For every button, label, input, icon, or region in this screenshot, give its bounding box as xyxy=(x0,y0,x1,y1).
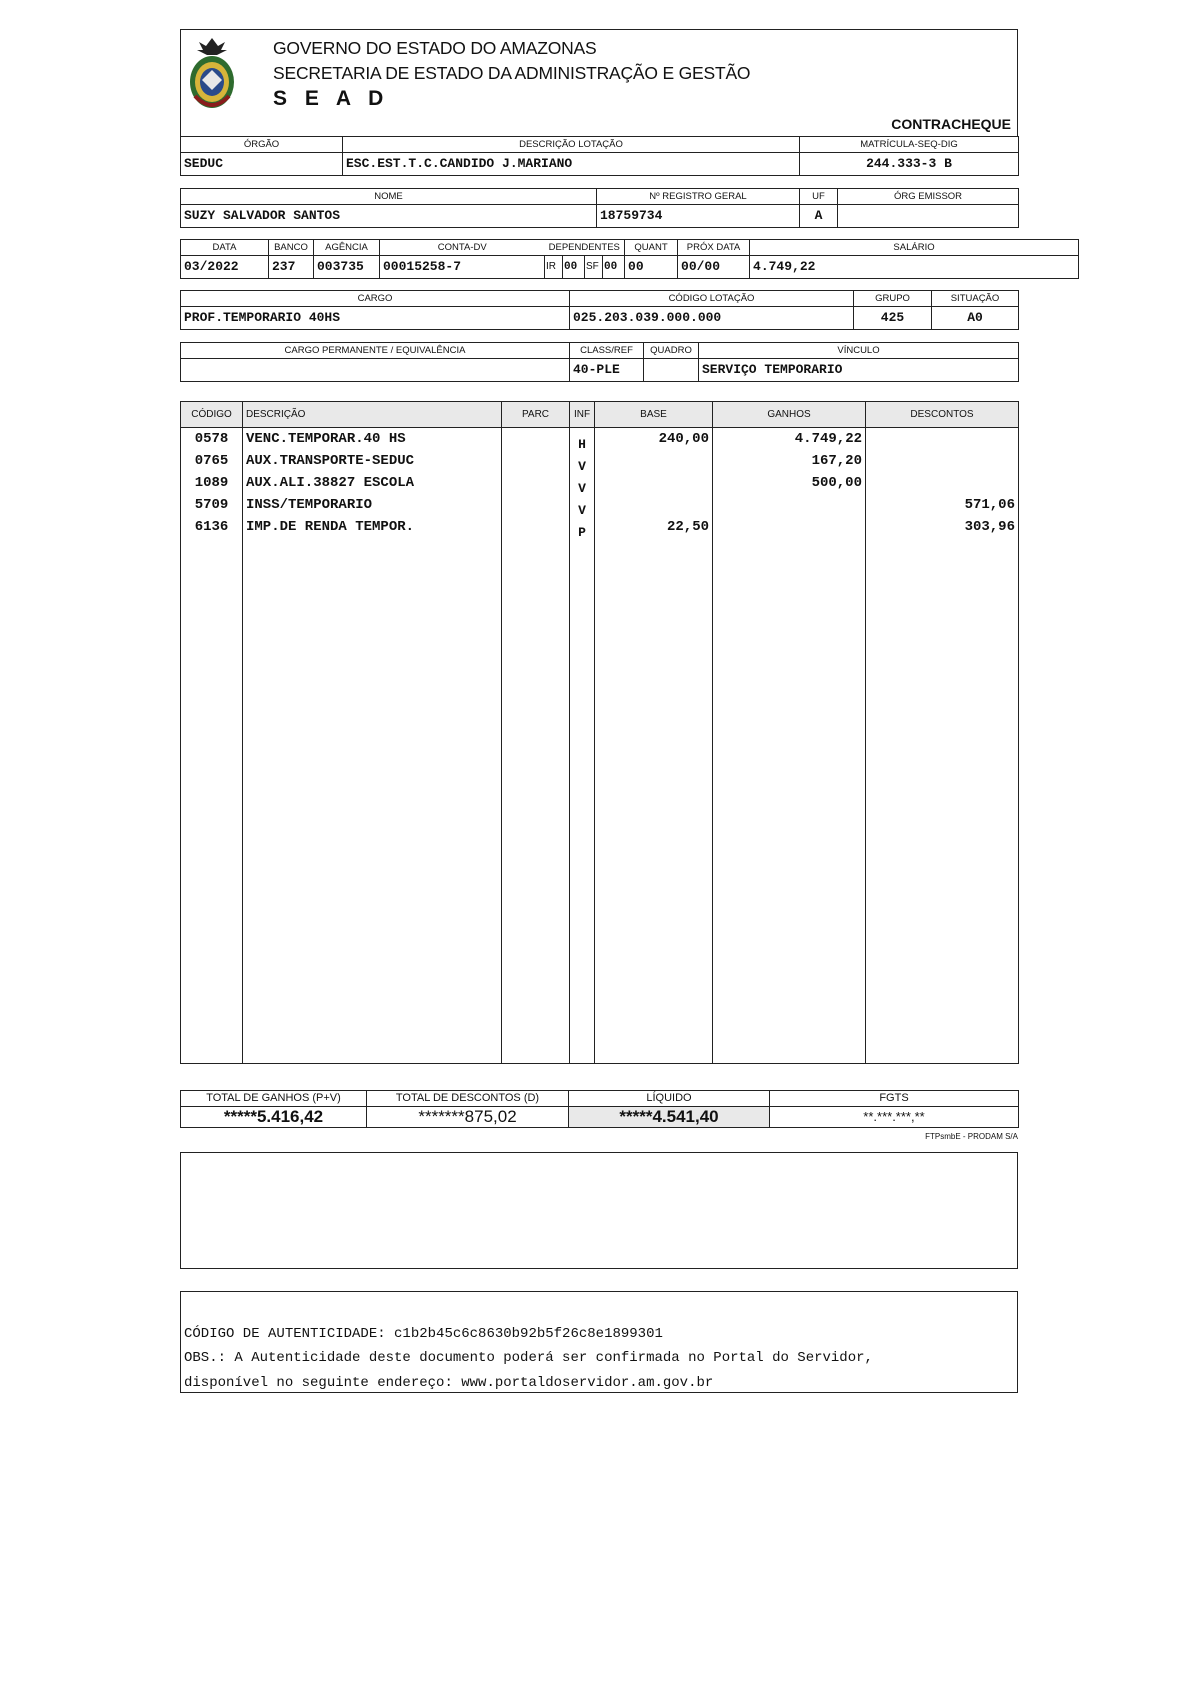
col-descricao xyxy=(243,428,502,1064)
item-inf: H xyxy=(578,437,586,452)
dependentes-label: DEPENDENTES xyxy=(545,240,625,256)
item-codigo: 0578 xyxy=(194,431,229,447)
emissor-value xyxy=(838,205,1019,228)
item-descricao: AUX.TRANSPORTE-SEDUC xyxy=(246,453,415,469)
auth-obs-line-1: OBS.: A Autenticidade deste documento poderá ser confirmada no Portal do Servidor, xyxy=(184,1350,873,1366)
orgao-label: ÓRGÃO xyxy=(181,137,343,153)
item-descricao: AUX.ALI.38827 ESCOLA xyxy=(246,475,415,491)
item-descricao: IMP.DE RENDA TEMPOR. xyxy=(246,519,415,535)
totals-table xyxy=(180,1090,1019,1128)
descricao-lotacao-value: ESC.EST.T.C.CANDIDO J.MARIANO xyxy=(343,153,800,176)
items-table xyxy=(180,401,1019,1064)
salario-value: 4.749,22 xyxy=(750,256,1079,279)
item-codigo: 5709 xyxy=(194,497,229,513)
liquido-value: *****4.541,40 xyxy=(569,1107,770,1128)
conta-value: 00015258-7 xyxy=(380,256,545,279)
col-descricao-header: DESCRIÇÃO xyxy=(243,402,502,428)
item-inf: V xyxy=(578,459,586,474)
nome-row xyxy=(180,188,1019,228)
col-ganhos xyxy=(713,428,866,1064)
item-ganhos xyxy=(716,494,862,516)
registro-label: Nº REGISTRO GERAL xyxy=(597,189,800,205)
data-label: DATA xyxy=(181,240,269,256)
situacao-value: A0 xyxy=(932,307,1019,330)
banco-label: BANCO xyxy=(269,240,314,256)
item-descontos xyxy=(869,450,1015,472)
total-descontos-label: TOTAL DE DESCONTOS (D) xyxy=(367,1091,569,1107)
total-descontos-value: *******875,02 xyxy=(367,1107,569,1128)
cargo-label: CARGO xyxy=(181,291,570,307)
orgao-row xyxy=(180,136,1019,176)
items-header xyxy=(181,402,1019,428)
prox-data-label: PRÓX DATA xyxy=(678,240,750,256)
codigo-lotacao-value: 025.203.039.000.000 xyxy=(570,307,854,330)
vinculo-label: VÍNCULO xyxy=(699,343,1019,359)
matricula-value: 244.333-3 B xyxy=(800,153,1019,176)
item-descontos xyxy=(869,428,1015,450)
col-descontos xyxy=(866,428,1019,1064)
banco-value: 237 xyxy=(269,256,314,279)
header-line-2: SECRETARIA DE ESTADO DA ADMINISTRAÇÃO E GESTÃO xyxy=(273,63,751,83)
conta-label: CONTA-DV xyxy=(380,240,545,256)
col-parc xyxy=(502,428,570,1064)
quadro-value xyxy=(644,359,699,382)
cargo-permanente-label: CARGO PERMANENTE / EQUIVALÊNCIA xyxy=(181,343,570,359)
grupo-label: GRUPO xyxy=(854,291,932,307)
header-line-3: S E A D xyxy=(273,87,390,110)
item-descontos: 571,06 xyxy=(964,497,1015,513)
total-ganhos-value: *****5.416,42 xyxy=(181,1107,367,1128)
item-parc xyxy=(505,516,566,538)
auth-obs-line-2: disponível no seguinte endereço: www.portaldoservidor.am.gov.br xyxy=(184,1375,714,1391)
col-inf-header: INF xyxy=(570,402,595,428)
col-parc-header: PARC xyxy=(502,402,570,428)
descricao-lotacao-label: DESCRIÇÃO LOTAÇÃO xyxy=(343,137,800,153)
item-descontos xyxy=(869,472,1015,494)
item-inf: P xyxy=(578,525,586,540)
classref-label: CLASS/REF xyxy=(570,343,644,359)
payslip-header xyxy=(180,29,1018,136)
classref-value: 40-PLE xyxy=(570,359,644,382)
col-ganhos-header: GANHOS xyxy=(713,402,866,428)
doc-type-title: CONTRACHEQUE xyxy=(891,116,1011,132)
emissor-label: ÓRG EMISSOR xyxy=(838,189,1019,205)
item-ganhos: 4.749,22 xyxy=(794,431,862,447)
item-codigo: 6136 xyxy=(194,519,229,535)
item-base xyxy=(598,450,709,472)
item-inf: V xyxy=(578,503,586,518)
grupo-value: 425 xyxy=(854,307,932,330)
ir-value: 00 xyxy=(563,256,585,279)
amazonas-coat-of-arms-icon xyxy=(187,36,237,114)
cargo-permanente-value xyxy=(181,359,570,382)
situacao-label: SITUAÇÃO xyxy=(932,291,1019,307)
uf-value: A xyxy=(800,205,838,228)
liquido-label: LÍQUIDO xyxy=(569,1091,770,1107)
vinculo-row xyxy=(180,342,1019,382)
item-ganhos: 167,20 xyxy=(811,453,862,469)
item-ganhos: 500,00 xyxy=(811,475,862,491)
item-ganhos xyxy=(716,516,862,538)
fgts-value: **.***.***,** xyxy=(770,1107,1019,1128)
ir-label: IR xyxy=(545,256,563,279)
agencia-label: AGÊNCIA xyxy=(314,240,380,256)
quant-value: 00 xyxy=(625,256,678,279)
authenticity-box xyxy=(180,1291,1018,1393)
col-base xyxy=(595,428,713,1064)
uf-label: UF xyxy=(800,189,838,205)
nome-value: SUZY SALVADOR SANTOS xyxy=(181,205,597,228)
header-line-1: GOVERNO DO ESTADO DO AMAZONAS xyxy=(273,38,597,58)
col-codigo xyxy=(181,428,243,1064)
quadro-label: QUADRO xyxy=(644,343,699,359)
item-parc xyxy=(505,494,566,516)
col-inf xyxy=(570,428,595,1064)
message-box xyxy=(180,1152,1018,1269)
matricula-label: MATRÍCULA-SEQ-DIG xyxy=(800,137,1019,153)
bank-row xyxy=(180,239,1079,279)
quant-label: QUANT xyxy=(625,240,678,256)
item-descontos: 303,96 xyxy=(964,519,1015,535)
footer-tag: FTPsmbE - PRODAM S/A xyxy=(925,1132,1018,1141)
agencia-value: 003735 xyxy=(314,256,380,279)
item-codigo: 0765 xyxy=(194,453,229,469)
item-codigo: 1089 xyxy=(194,475,229,491)
fgts-label: FGTS xyxy=(770,1091,1019,1107)
data-value: 03/2022 xyxy=(181,256,269,279)
prox-data-value: 00/00 xyxy=(678,256,750,279)
item-parc xyxy=(505,450,566,472)
item-base: 240,00 xyxy=(658,431,709,447)
item-descricao: VENC.TEMPORAR.40 HS xyxy=(246,431,406,447)
cargo-value: PROF.TEMPORARIO 40HS xyxy=(181,307,570,330)
registro-value: 18759734 xyxy=(597,205,800,228)
sf-value: 00 xyxy=(603,256,625,279)
salario-label: SALÁRIO xyxy=(750,240,1079,256)
orgao-value: SEDUC xyxy=(181,153,343,176)
col-base-header: BASE xyxy=(595,402,713,428)
cargo-row xyxy=(180,290,1019,330)
item-descricao: INSS/TEMPORARIO xyxy=(246,497,373,513)
item-parc xyxy=(505,472,566,494)
col-descontos-header: DESCONTOS xyxy=(866,402,1019,428)
total-ganhos-label: TOTAL DE GANHOS (P+V) xyxy=(181,1091,367,1107)
item-inf: V xyxy=(578,481,586,496)
nome-label: NOME xyxy=(181,189,597,205)
item-base xyxy=(598,472,709,494)
item-base xyxy=(598,494,709,516)
auth-code: CÓDIGO DE AUTENTICIDADE: c1b2b45c6c8630b92b5f26c8e1899301 xyxy=(184,1326,663,1342)
col-codigo-header: CÓDIGO xyxy=(181,402,243,428)
items-body xyxy=(181,428,1019,1064)
vinculo-value: SERVIÇO TEMPORARIO xyxy=(699,359,1019,382)
item-parc xyxy=(505,428,566,450)
sf-label: SF xyxy=(585,256,603,279)
codigo-lotacao-label: CÓDIGO LOTAÇÃO xyxy=(570,291,854,307)
item-base: 22,50 xyxy=(666,519,709,535)
